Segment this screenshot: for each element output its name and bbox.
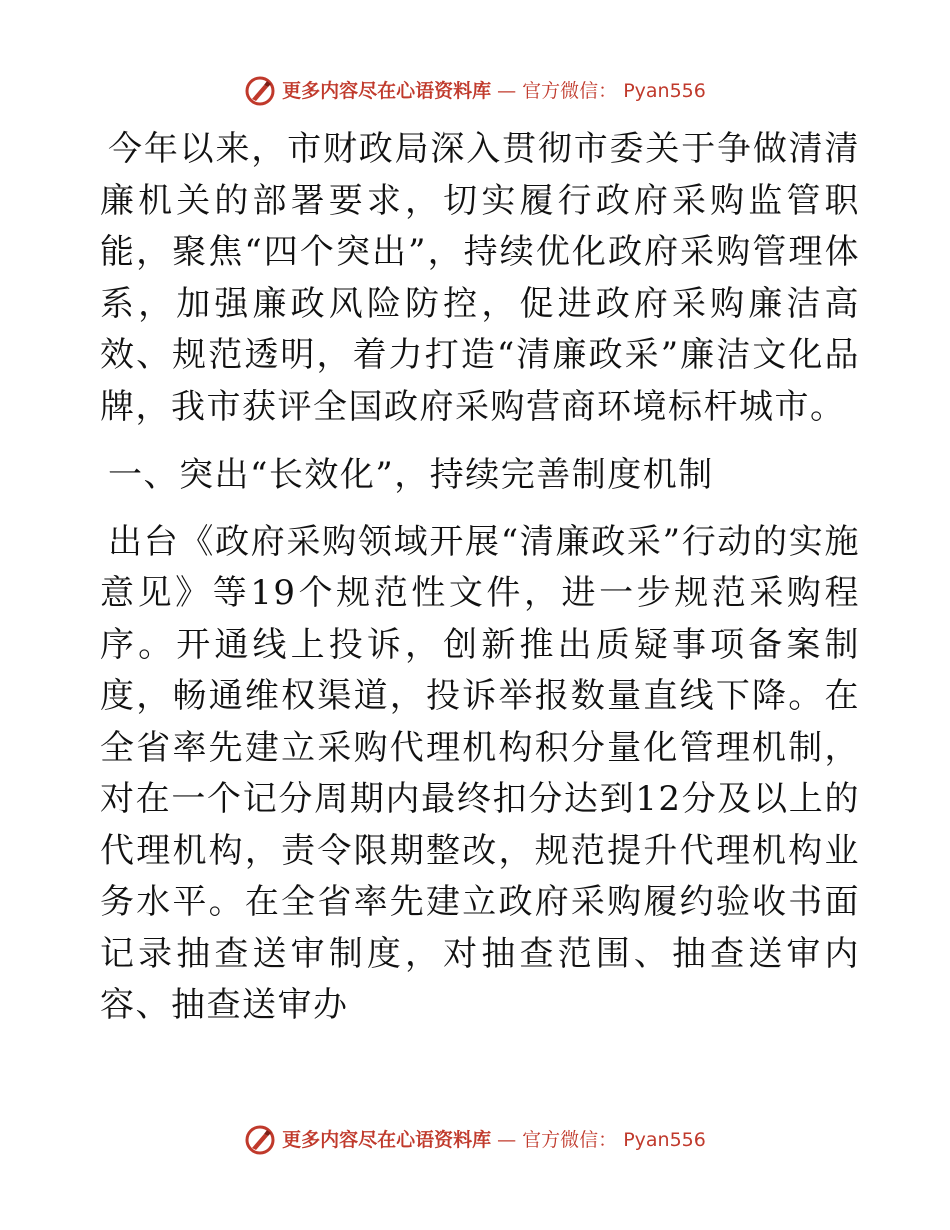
section-body-paragraph: 出台《政府采购领域开展“清廉政采”行动的实施意见》等19个规范性文件，进一步规范采购程序。开通线上投诉，创新推出质疑事项备案制度，畅通维权渠道，投诉举报数量直线下降。在全省率先建立采购代理机构积分量化管理机制，对在一个记分周期内最终扣分达到12分及以上的代理机构，责令限期整改，规范提升代理机构业务水平。在全省率先建立政府采购履约验收书面记录抽查送审制度，对抽查范围、抽查送审内容、抽查送审办 <box>100 521 860 1025</box>
banner-wechat-label: 官方微信： <box>522 1129 618 1151</box>
banner-dash: — <box>497 1129 517 1151</box>
pen-nib-logo-icon <box>244 1124 276 1156</box>
header-watermark-banner <box>0 75 950 107</box>
banner-dash: — <box>497 80 517 102</box>
pen-nib-logo-icon <box>244 75 276 107</box>
banner-wechat-label: 官方微信： <box>522 80 618 102</box>
document-body <box>100 124 860 1032</box>
footer-watermark-banner <box>0 1124 950 1156</box>
banner-wechat-id: Pyan556 <box>623 1129 706 1151</box>
banner-wechat-id: Pyan556 <box>623 80 706 102</box>
intro-paragraph: 今年以来，市财政局深入贯彻市委关于争做清清廉机关的部署要求，切实履行政府采购监管职能，聚焦“四个突出”，持续优化政府采购管理体系，加强廉政风险防控，促进政府采购廉洁高效、规范透明，着力打造“清廉政采”廉洁文化品牌，我市获评全国政府采购营商环境标杆城市。 <box>100 129 860 427</box>
banner-site-text: 更多内容尽在心语资料库 <box>282 1129 492 1151</box>
section-heading: 一、突出“长效化”，持续完善制度机制 <box>108 455 714 495</box>
banner-site-text: 更多内容尽在心语资料库 <box>282 80 492 102</box>
